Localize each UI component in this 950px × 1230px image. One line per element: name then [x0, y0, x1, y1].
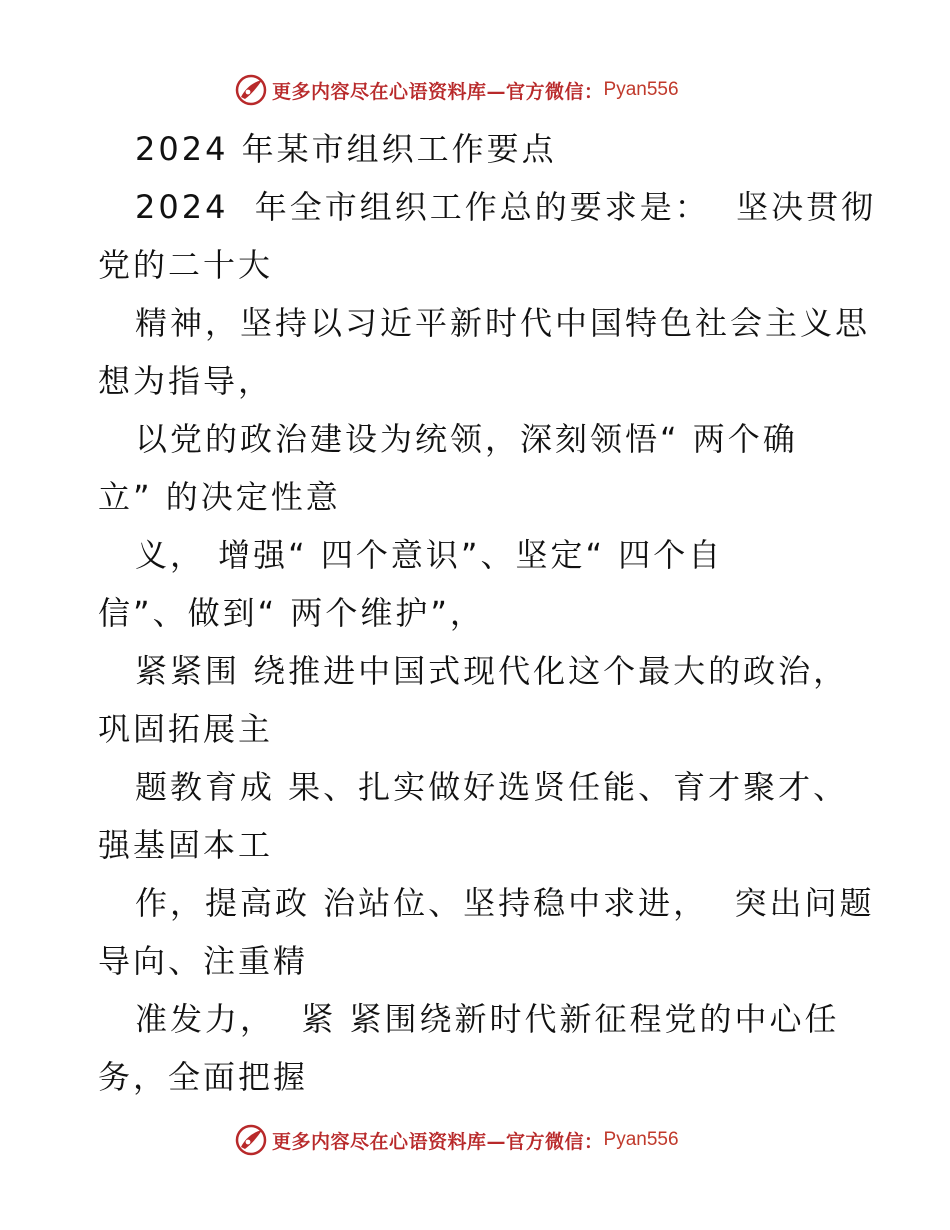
- document-line: 想为指导，: [98, 362, 274, 400]
- watermark-footer: [234, 1120, 679, 1160]
- document-line: 题教育成 果、扎实做好选贤任能、育才聚才、: [135, 768, 849, 806]
- document-line: 务，全面把握: [98, 1058, 309, 1096]
- watermark-handle: Pyan556: [603, 1129, 679, 1150]
- document-line: 强基固本工: [98, 826, 274, 864]
- document-line: 党的二十大: [98, 246, 274, 284]
- watermark-text: 更多内容尽在心语资料库—官方微信：: [272, 1130, 604, 1153]
- watermark-text: 更多内容尽在心语资料库—官方微信：: [272, 80, 604, 103]
- document-line: 以党的政治建设为统领，深刻领悟“ 两个确: [135, 420, 798, 458]
- pen-nib-logo-icon: [234, 73, 268, 107]
- pen-nib-logo-icon: [234, 1123, 268, 1157]
- document-line: 义， 增强“ 四个意识”、坚定“ 四个自: [135, 536, 724, 574]
- document-line: 立” 的决定性意: [98, 478, 341, 516]
- document-line: 作，提高政 治站位、坚持稳中求进， 突出问题: [135, 884, 875, 922]
- watermark-header: [234, 70, 679, 110]
- document-line: 导向、注重精: [98, 942, 309, 980]
- document-title: 2024 年某市组织工作要点: [135, 130, 557, 168]
- document-line: 精神，坚持以习近平新时代中国特色社会主义思: [135, 304, 871, 342]
- document-line: 2024 年全市组织工作总的要求是： 坚决贯彻: [135, 188, 877, 226]
- document-line: 信”、做到“ 两个维护”，: [98, 594, 485, 632]
- document-line: 紧紧围 绕推进中国式现代化这个最大的政治，: [135, 652, 849, 690]
- document-line: 巩固拓展主: [98, 710, 274, 748]
- document-line: 准发力， 紧 紧围绕新时代新征程党的中心任: [135, 1000, 840, 1038]
- watermark-handle: Pyan556: [603, 79, 679, 100]
